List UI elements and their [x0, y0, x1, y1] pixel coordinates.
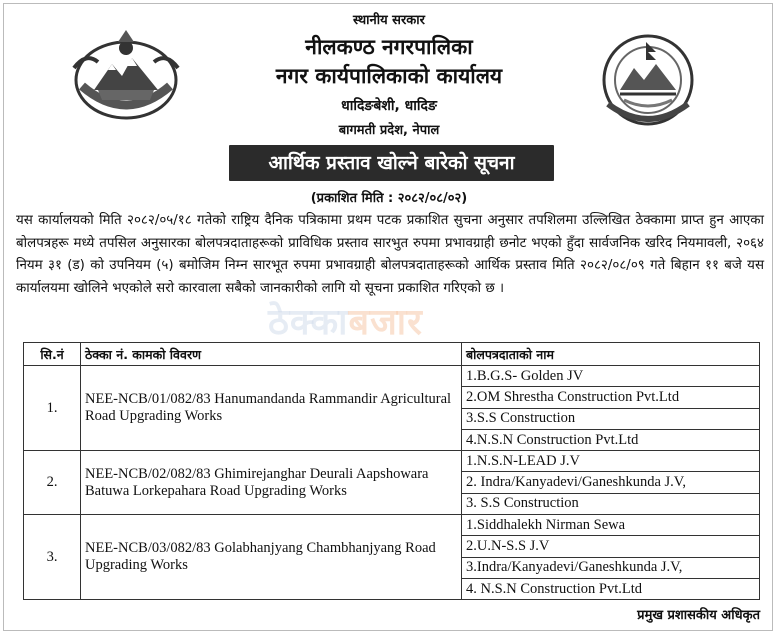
- government-label: स्थानीय सरकार: [353, 13, 425, 28]
- row-sn: 3.: [24, 515, 81, 600]
- header-work: ठेक्का नं. कामको विवरण: [81, 343, 462, 366]
- municipality-name: नीलकण्ठ नगरपालिका: [305, 35, 473, 59]
- office-name: नगर कार्यपालिकाको कार्यालय: [275, 64, 503, 88]
- bidders-table: [23, 342, 760, 600]
- notice-body: यस कार्यालयको मिति २०८२/०५/१८ गतेको राष्ट्रिय दैनिक पत्रिकामा प्रथम पटक प्रकाशित सुचना अनुसार तपशिलमा उल्लिखित ठेक्कामा प्राप्त हुन आएका बोलपत्रहरू मध्ये तपसिल अनुसारका बोलपत्रदाताहरूको प्राविधिक प्रस्ताव सारभुत रुपमा प्रभावग्राही छनोट भएको हुँदा सार्वजनिक खरिद नियमावली, २०६४ नियम ३१ (ड) को उपनियम (५) बमोजिम निम्न सारभूत रुपमा प्रभावग्राही बोलपत्रदाताहरूको आर्थिक प्रस्ताव मिति २०८२/०८/०९ गते बिहान ११ बजे यस कार्यालयमा खोलिने भएकोले सरो कारवाला सबैको जानकारीको लागि यो सूचना प्रकाशित गरिएको छ ।: [16, 213, 764, 296]
- bidder-cell: 1.N.S.N-LEAD J.V: [462, 451, 760, 472]
- table-header-row: [24, 343, 760, 366]
- row-sn: 2.: [24, 451, 81, 515]
- province-label: बागमती प्रदेश, नेपाल: [338, 123, 440, 138]
- header-sn: सि.नं: [24, 343, 81, 366]
- office-address: धादिङबेशी, धादिङ: [341, 98, 437, 114]
- table-row: [24, 451, 760, 472]
- bidder-cell: 2.OM Shrestha Construction Pvt.Ltd: [462, 387, 760, 408]
- bidder-cell: 4. N.S.N Construction Pvt.Ltd: [462, 578, 760, 599]
- notice-title: आर्थिक प्रस्ताव खोल्ने बारेको सूचना: [229, 145, 554, 181]
- row-work: NEE-NCB/03/082/83 Golabhanjyang Chambhanjyang Road Upgrading Works: [81, 515, 462, 600]
- signatory: प्रमुख प्रशासकीय अधिकृत: [637, 608, 760, 623]
- published-date: (प्रकाशित मिति : २०८२/०८/०२): [310, 191, 468, 206]
- row-work: NEE-NCB/01/082/83 Hanumandanda Rammandir Agricultural Road Upgrading Works: [81, 366, 462, 451]
- bidder-cell: 1.B.G.S- Golden JV: [462, 366, 760, 387]
- bidder-cell: 1.Siddhalekh Nirman Sewa: [462, 515, 760, 536]
- watermark-part1: ठेक्का: [268, 302, 349, 343]
- header-bidders: बोलपत्रदाताको नाम: [462, 343, 760, 366]
- table-row: [24, 366, 760, 387]
- bidder-cell: 3.S.S Construction: [462, 408, 760, 429]
- table-row: [24, 515, 760, 536]
- bidder-cell: 3.Indra/Kanyadevi/Ganeshkunda J.V,: [462, 557, 760, 578]
- row-work: NEE-NCB/02/082/83 Ghimirejanghar Deurali Aapshowara Batuwa Lorkepahara Road Upgrading Works: [81, 451, 462, 515]
- watermark-part2: बजार: [348, 302, 423, 343]
- bidder-cell: 2.U.N-S.S J.V: [462, 536, 760, 557]
- row-sn: 1.: [24, 366, 81, 451]
- bidder-cell: 4.N.S.N Construction Pvt.Ltd: [462, 429, 760, 450]
- bidder-cell: 2. Indra/Kanyadevi/Ganeshkunda J.V,: [462, 472, 760, 493]
- bidder-cell: 3. S.S Construction: [462, 493, 760, 514]
